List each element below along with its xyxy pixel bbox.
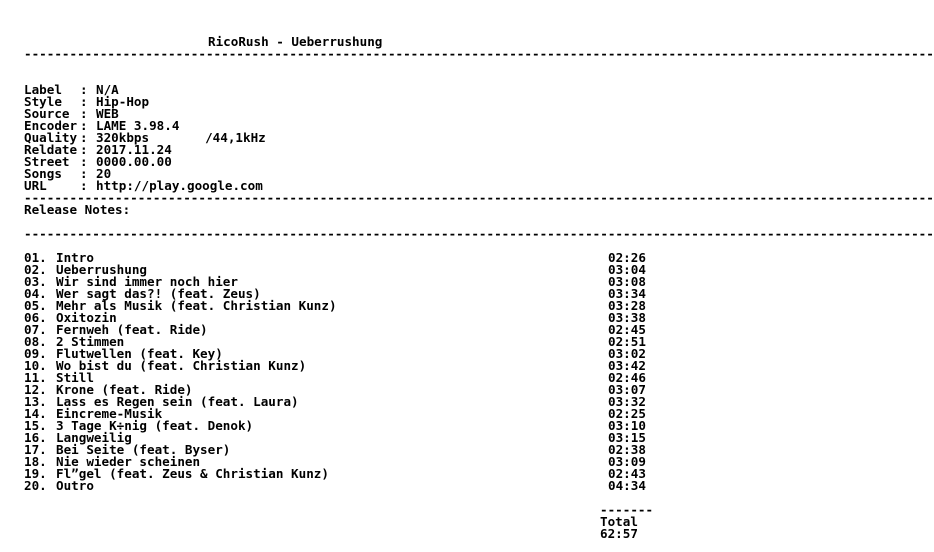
track-name: Bei Seite (feat. Byser) [56,442,231,457]
total-block [24,504,688,552]
track-number: 02. [24,262,47,277]
track-number: 10. [24,358,47,373]
info-block [24,84,688,192]
track-name: Krone (feat. Ride) [56,382,193,397]
info-value: LAME 3.98.4 [96,118,180,133]
track-number: 06. [24,310,47,325]
release-notes-label: Release Notes: [24,202,131,217]
release-title: RicoRush - Ueberrushung [208,34,383,49]
track-number: 12. [24,382,47,397]
info-colon: : [80,94,96,109]
track-number: 14. [24,406,47,421]
track-number: 09. [24,346,47,361]
track-name: Lass es Regen sein (feat. Laura) [56,394,299,409]
track-row [24,360,648,372]
track-duration: 03:15 [608,430,646,445]
separator: ------------------------------------------------------------------------------------------------------------------------ [24,226,934,241]
track-duration: 03:38 [608,310,646,325]
track-name: Oxitozin [56,310,117,325]
track-duration: 02:45 [608,322,646,337]
info-value: Hip-Hop [96,94,150,109]
track-duration: 02:26 [608,250,646,265]
track-name: Outro [56,478,94,493]
info-key: Quality [24,130,78,145]
info-row [24,156,688,168]
track-duration: 03:28 [608,298,646,313]
track-number: 17. [24,442,47,457]
total-rule: ------- [600,502,654,517]
track-number: 15. [24,418,47,433]
track-duration: 02:46 [608,370,646,385]
info-value: 0000.00.00 [96,154,172,169]
track-name: Langweilig [56,430,132,445]
info-colon: : [80,154,96,169]
track-name: Fernweh (feat. Ride) [56,322,208,337]
track-number: 01. [24,250,47,265]
track-name: Wir sind immer noch hier [56,274,238,289]
track-number: 13. [24,394,47,409]
track-name: 3 Tage K÷nig (feat. Denok) [56,418,254,433]
track-duration: 03:07 [608,382,646,397]
total-time: 62:57 [600,526,638,541]
blank-line [24,72,688,84]
track-name: Mehr als Musik (feat. Christian Kunz) [56,298,337,313]
info-value: N/A [96,82,119,97]
nfo-text [24,34,934,552]
track-duration: 03:34 [608,286,646,301]
track-duration: 03:08 [608,274,646,289]
track-name: Flutwellen (feat. Key) [56,346,223,361]
track-number: 20. [24,478,47,493]
track-number: 11. [24,370,47,385]
info-colon: : [80,82,96,97]
track-list [24,252,688,492]
info-value: 20 [96,166,112,181]
blank-line [24,240,688,252]
info-key: URL [24,178,47,193]
track-row [24,300,648,312]
track-name: Wo bist du (feat. Christian Kunz) [56,358,307,373]
info-key: Street [24,154,70,169]
info-key: Label [24,82,62,97]
info-key: Reldate [24,142,78,157]
track-duration: 02:51 [608,334,646,349]
blank-line [24,492,688,504]
track-duration: 03:42 [608,358,646,373]
track-number: 05. [24,298,47,313]
info-key: Songs [24,166,62,181]
track-number: 04. [24,286,47,301]
info-key: Source [24,106,70,121]
info-colon: : [80,166,96,181]
track-duration: 03:04 [608,262,646,277]
track-name: Still [56,370,94,385]
info-colon: : [80,106,96,121]
info-key: Style [24,94,62,109]
total-label: Total [600,514,638,529]
info-colon: : [80,178,96,193]
track-number: 07. [24,322,47,337]
track-name: Ueberrushung [56,262,147,277]
info-key: Encoder [24,118,78,133]
track-name: Intro [56,250,94,265]
info-colon: : [80,142,96,157]
track-number: 03. [24,274,47,289]
track-name: Wer sagt das?! (feat. Zeus) [56,286,261,301]
track-row [24,468,648,480]
track-row [24,480,648,492]
track-duration: 03:32 [608,394,646,409]
track-number: 18. [24,454,47,469]
track-number: 16. [24,430,47,445]
info-value: WEB [96,106,119,121]
track-name: 2 Stimmen [56,334,125,349]
info-value: http://play.google.com [96,178,263,193]
track-duration: 04:34 [608,478,646,493]
separator: ------------------------------------------------------------------------------------------------------------------------ [24,46,934,61]
track-duration: 02:43 [608,466,646,481]
info-value: 320kbps [96,130,150,145]
info-row [24,96,688,108]
track-duration: 03:02 [608,346,646,361]
track-duration: 03:09 [608,454,646,469]
track-number: 08. [24,334,47,349]
track-name: Eincreme-Musik [56,406,163,421]
info-colon: : [80,130,96,145]
track-duration: 03:10 [608,418,646,433]
track-number: 19. [24,466,47,481]
info-colon: : [80,118,96,133]
separator: ------------------------------------------------------------------------------------------------------------------------ [24,190,934,205]
blank-line [24,60,688,72]
track-duration: 02:38 [608,442,646,457]
track-name: Nie wieder scheinen [56,454,201,469]
track-name: Fl”gel (feat. Zeus & Christian Kunz) [56,466,329,481]
info-extra: /44,1kHz [205,130,266,145]
track-duration: 02:25 [608,406,646,421]
info-value: 2017.11.24 [96,142,172,157]
